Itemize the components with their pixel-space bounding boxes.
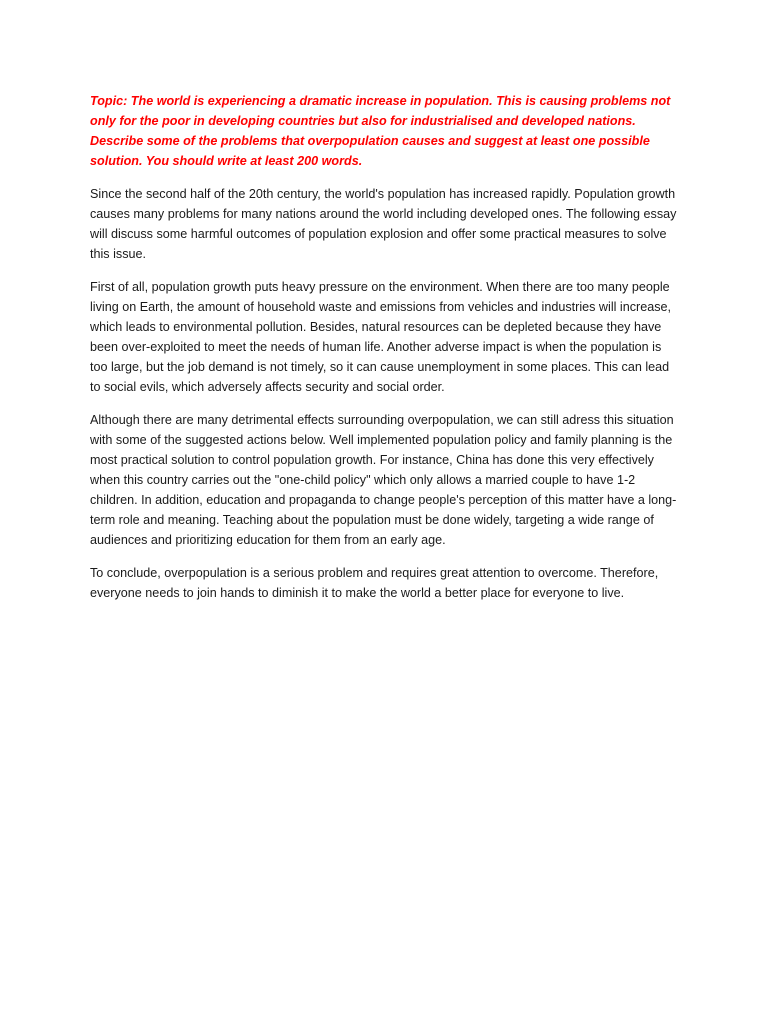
essay-paragraph-conclusion: To conclude, overpopulation is a serious problem and requires great attention to overcome. Therefore, everyone needs to join hands to diminish it to make the world a better place for everyone to live. [90, 566, 659, 600]
essay-topic: Topic: The world is experiencing a dramatic increase in population. This is causing problems not only for the poor in developing countries but also for industrialised and developed nations. Describe some of the problems that overpopulation causes and suggest at least one possible solution. You should write at least 200 words. [90, 94, 671, 168]
essay-paragraph-solutions: Although there are many detrimental effects surrounding overpopulation, we can still adress this situation with some of the suggested actions below. Well implemented population policy and family planning is the most practical solution to control population growth. For instance, China has done this very effectively when this country carries out the "one-child policy" which only allows a married couple to have 1-2 children. In addition, education and propaganda to change people's perception of this matter have a long-term role and meaning. Teaching about the population must be done widely, targeting a wide range of audiences and prioritizing education for them from an early age. [90, 413, 677, 547]
essay-paragraph-introduction: Since the second half of the 20th century, the world's population has increased rapidly. Population growth causes many problems for many nations around the world including developed ones. The following essay will discuss some harmful outcomes of population explosion and offer some practical measures to solve this issue. [90, 187, 677, 261]
essay-content [90, 91, 678, 616]
essay-paragraph-problems: First of all, population growth puts heavy pressure on the environment. When there are too many people living on Earth, the amount of household waste and emissions from vehicles and industries will increase, which leads to environmental pollution. Besides, natural resources can be depleted because they have been over-exploited to meet the needs of human life. Another adverse impact is when the population is too large, but the job demand is not timely, so it can cause unemployment in some places. This can lead to social evils, which adversely affects security and social order. [90, 280, 672, 394]
